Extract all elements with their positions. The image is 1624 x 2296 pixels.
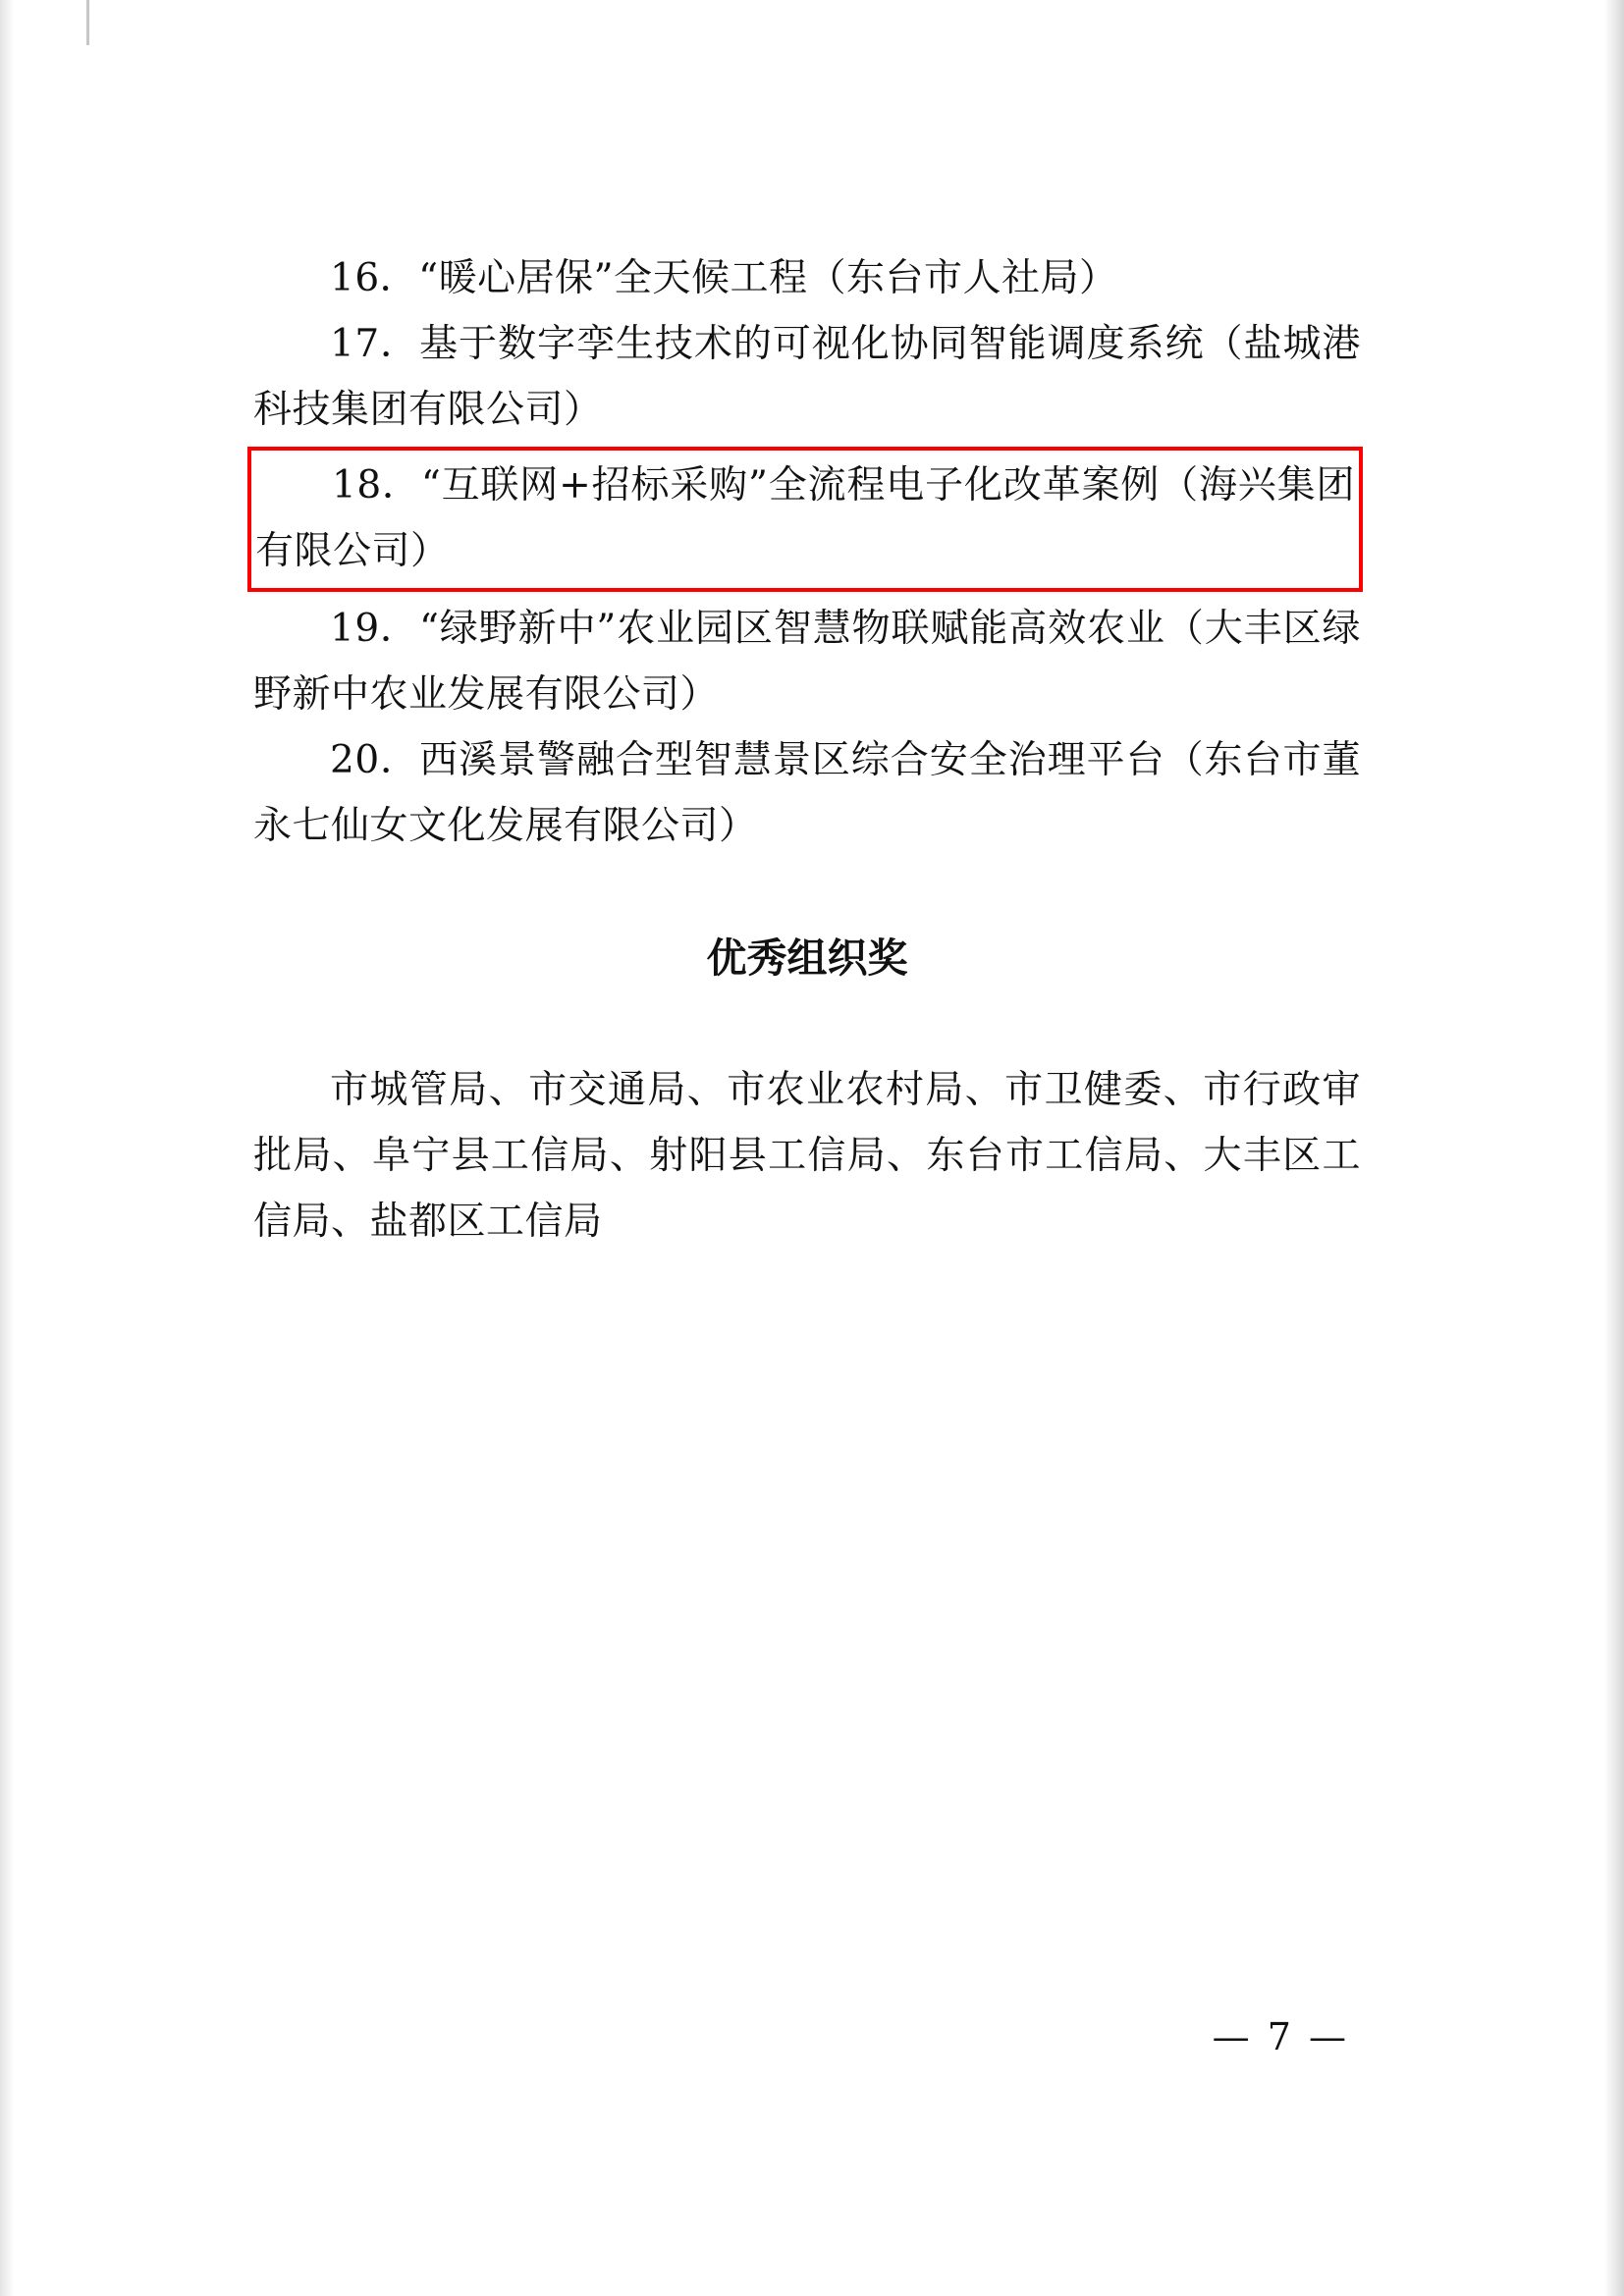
list-item-text: “绿野新中”农业园区智慧物联赋能高效农业（大丰区绿野新中农业发展有限公司） [253,607,1361,717]
list-item-number: 19． [330,607,419,651]
list-item-number: 20． [330,738,420,782]
list-item-text: 西溪景警融合型智慧景区综合安全治理平台（东台市董永七仙女文化发展有限公司） [253,738,1361,848]
list-item [253,727,1361,859]
list-item-text: “暖心居保”全天候工程（东台市人社局） [418,256,1118,300]
list-item-number: 16． [330,256,419,300]
organizations-paragraph: 市城管局、市交通局、市农业农村局、市卫健委、市行政审批局、阜宁县工信局、射阳县工信局、东台市工信局、大丰区工信局、盐都区工信局 [253,1068,1361,1244]
list-item-text: “互联网+招标采购”全流程电子化改革案例（海兴集团有限公司） [255,463,1355,573]
section-title: 优秀组织奖 [706,934,908,982]
page-number: — 7 — [1212,2015,1349,2058]
list-item [255,453,1355,584]
list-item [253,311,1361,443]
list-item-number: 18． [332,463,421,507]
list-item-text: 基于数字孪生技术的可视化协同智能调度系统（盐城港科技集团有限公司） [253,322,1361,432]
scan-edge-mark [86,0,123,45]
list-item-number: 17． [330,322,420,366]
highlighted-list-item-box [247,447,1363,592]
document-content [253,245,1361,1255]
list-item [253,245,1361,311]
list-item [253,596,1361,727]
